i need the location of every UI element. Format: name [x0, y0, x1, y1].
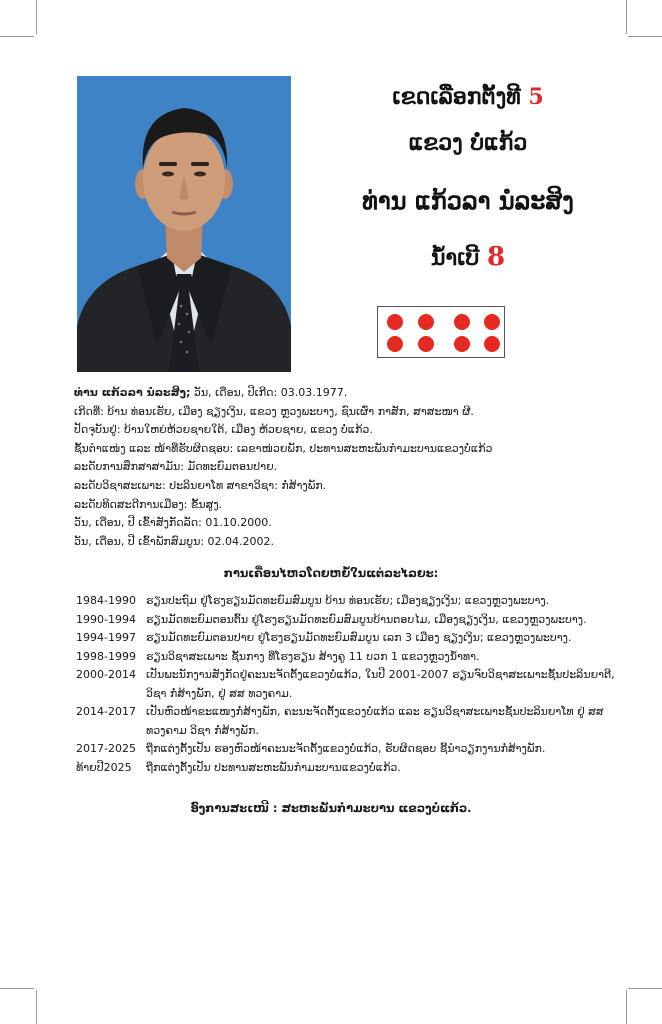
info-line: ລະດັບການສຶກສາສາມັນ: ມັດທະຍົມຕອນປາຍ.: [74, 460, 278, 474]
info-line: [74, 384, 634, 403]
career-text: ທວງຄາມ ວິຊາ ກໍ່ສ້າງພັກ.: [146, 723, 259, 737]
crop-mark: [626, 990, 627, 1024]
career-list: [76, 592, 636, 777]
info-birthdate: ວັນ, ເດືອນ, ປີເກີດ: 03.03.1977.: [190, 386, 348, 399]
ballot-dot: [418, 336, 434, 352]
career-row: [76, 666, 636, 685]
info-line: ວັນ, ເດືອນ, ປີ ເຂົ້າພັກສົມບູນ: 02.04.2002.: [74, 534, 275, 548]
career-text: ຮຽນປະຖົມ ຢູ່ໂຮງຮຽນມັດທະຍົມສົມບູນ ບ້ານ ທ່ອນເຮັຍ; ເມືອງຊຽງເງິນ; ແຂວງຫຼວງພະບາງ.: [146, 594, 550, 607]
province-heading: ແຂວງ ບໍ່ແກ້ວ: [408, 130, 528, 156]
info-line: ປັດຈຸບັນຢູ່: ບ້ານໃຫຍ່ຫ້ວຍຊາຍໃຕ້, ເມືອງ ຫ້ວຍຊາຍ, ແຂວງ ບໍ່ແກ້ວ.: [74, 423, 373, 437]
career-year: 2000-2014: [76, 668, 136, 681]
career-row: [76, 759, 636, 778]
crop-mark: [626, 0, 627, 34]
career-year: 2017-2025: [76, 742, 136, 755]
career-row: [76, 592, 636, 611]
crop-mark: [628, 36, 662, 37]
career-text: ເປັນພະນັກງານສັງກັດຢູ່ຄະນະຈັດຕັ້ງແຂວງບໍ່ແກ້ວ, ໃນປີ 2001-2007 ຮຽນຈົບວິຊາສະເພາະຊັ້ນປະລິນຍາຕີ,: [146, 668, 615, 681]
candidate-number-heading: [318, 242, 618, 272]
ballot-number-dots: [377, 306, 505, 358]
ballot-dot: [484, 314, 500, 330]
career-section-title: ການເຄື່ອນໄຫວໂດຍຫຍໍ້ໃນແຕ່ລະໄລຍະ:: [223, 566, 439, 580]
ballot-dot: [484, 336, 500, 352]
crop-mark: [36, 0, 37, 34]
career-year: [76, 685, 146, 704]
career-row: [76, 648, 636, 667]
crop-mark: [0, 36, 34, 37]
info-line: ເກີດທີ່: ບ້ານ ທ່ອນເຮັຍ, ເມືອງ ຊຽງເງິນ, ແຂວງ ຫຼວງພະບາງ, ຊົນເຜົ່າ ກາສັກ, ສາສະໜາ ຜີ.: [74, 404, 474, 418]
career-year: 1998-1999: [76, 649, 136, 663]
crop-mark: [628, 988, 662, 989]
ballot-dot: [454, 314, 470, 330]
career-year: 2014-2017: [76, 705, 136, 718]
personal-info: [74, 384, 634, 551]
career-row: [76, 685, 636, 704]
career-year: 1984-1990: [76, 594, 136, 607]
career-text: ວິຊາ ກໍ່ສ້າງພັກ, ຢູ່ ສສ ທວງຄາມ.: [146, 686, 293, 700]
career-row: [76, 722, 636, 741]
info-name: ທ່ານ ແກ້ວລາ ນໍລະສິງ;: [74, 386, 191, 399]
career-text: ຖືກແຕ່ງຕັ້ງເປັນ ປະທານສະຫະພັນກໍາມະບານແຂວງບໍ່ແກ້ວ.: [146, 760, 401, 774]
nominating-organization: ອົງການສະເໜີ : ສະຫະພັນກໍາມະບານ ແຂວງບໍ່ແກ້ວ.: [190, 801, 472, 815]
candidate-number: 8: [486, 242, 506, 272]
electoral-district-heading: [318, 84, 618, 110]
info-line: ຊັ້ນຕໍາແໜ່ງ ແລະ ໜ້າທີ່ຮັບຜິດຊອບ: ເລຂາໜ່ວຍພັກ, ປະທານສະຫະພັນກໍາມະບານແຂວງບໍ່ແກ້ວ: [74, 441, 493, 455]
number-label: ນໍ້າເບີ: [430, 245, 480, 271]
career-year: 1990-1994: [76, 612, 136, 626]
career-year: ທ້າຍປີ2025: [76, 760, 132, 774]
career-row: [76, 740, 636, 759]
career-year: 1994-1997: [76, 631, 136, 644]
career-text: ຮຽນມັດທະຍົມຕອນປາຍ ຢູ່ໂຮງຮຽນມັດທະຍົມສົມບູນ ເລກ 3 ເມືອງ ຊຽງເງິນ; ແຂວງຫຼວງພະບາງ.: [146, 631, 572, 644]
ballot-dot: [454, 336, 470, 352]
info-line: ລະດັບວິຊາສະເພາະ: ປະລິນຍາໂທ ສາຂາວິຊາ: ກໍ່ສ້າງພັກ.: [74, 478, 327, 492]
candidate-photo: [77, 76, 291, 372]
career-row: [76, 629, 636, 648]
crop-mark: [0, 988, 34, 989]
career-text: ເປັນຫົວໜ້າຂະແໜງກໍ່ສ້າງພັກ, ຄະນະຈັດຕັ້ງແຂວງບໍ່ແກ້ວ ແລະ ຮຽນວິຊາສະເພາະຊັ້ນປະລິນຍາໂທ ຢູ່ ສສ: [146, 705, 604, 718]
career-row: [76, 703, 636, 722]
info-line: ລະດັບທິດສະດີການເມືອງ: ຂັ້ນສູງ.: [74, 497, 223, 511]
career-text: ຖືກແຕ່ງຕັ້ງເປັນ ຮອງຫົວໜ້າຄະນະຈັດຕັ້ງແຂວງບໍ່ແກ້ວ, ຮັບຜິດຊອບ ຊີ້ນໍາວຽກງານກໍ່ສ້າງພັກ.: [146, 742, 546, 755]
district-label: ເຂດເລືອກຕັ້ງທີ: [392, 84, 521, 110]
career-row: [76, 611, 636, 630]
candidate-name-heading: ທ່ານ ແກ້ວລາ ນໍລະສິງ: [362, 186, 574, 215]
ballot-dot: [387, 336, 403, 352]
ballot-dot: [418, 314, 434, 330]
district-number: 5: [528, 84, 544, 110]
info-line: ວັນ, ເດືອນ, ປີ ເຂົ້າສັງກັດລັດ: 01.10.2000.: [74, 516, 272, 530]
ballot-dot: [387, 314, 403, 330]
career-text: ຮຽນມັດທະຍົມຕອນຕົ້ນ ຢູ່ໂຮງຮຽນມັດທະຍົມສົມບູນບ້ານຕອບໄມ, ເມືອງຊຽງເງິນ, ແຂວງຫຼວງພະບາງ.: [146, 612, 587, 626]
crop-mark: [36, 990, 37, 1024]
career-text: ຮຽນວິຊາສະເພາະ ຊັ້ນກາງ ທີ່ໂຮງຮຽນ ສ້າງຄູ 11 ບວກ 1 ແຂວງຫຼວງນໍ້າທາ.: [146, 649, 480, 663]
career-year: [76, 722, 146, 741]
